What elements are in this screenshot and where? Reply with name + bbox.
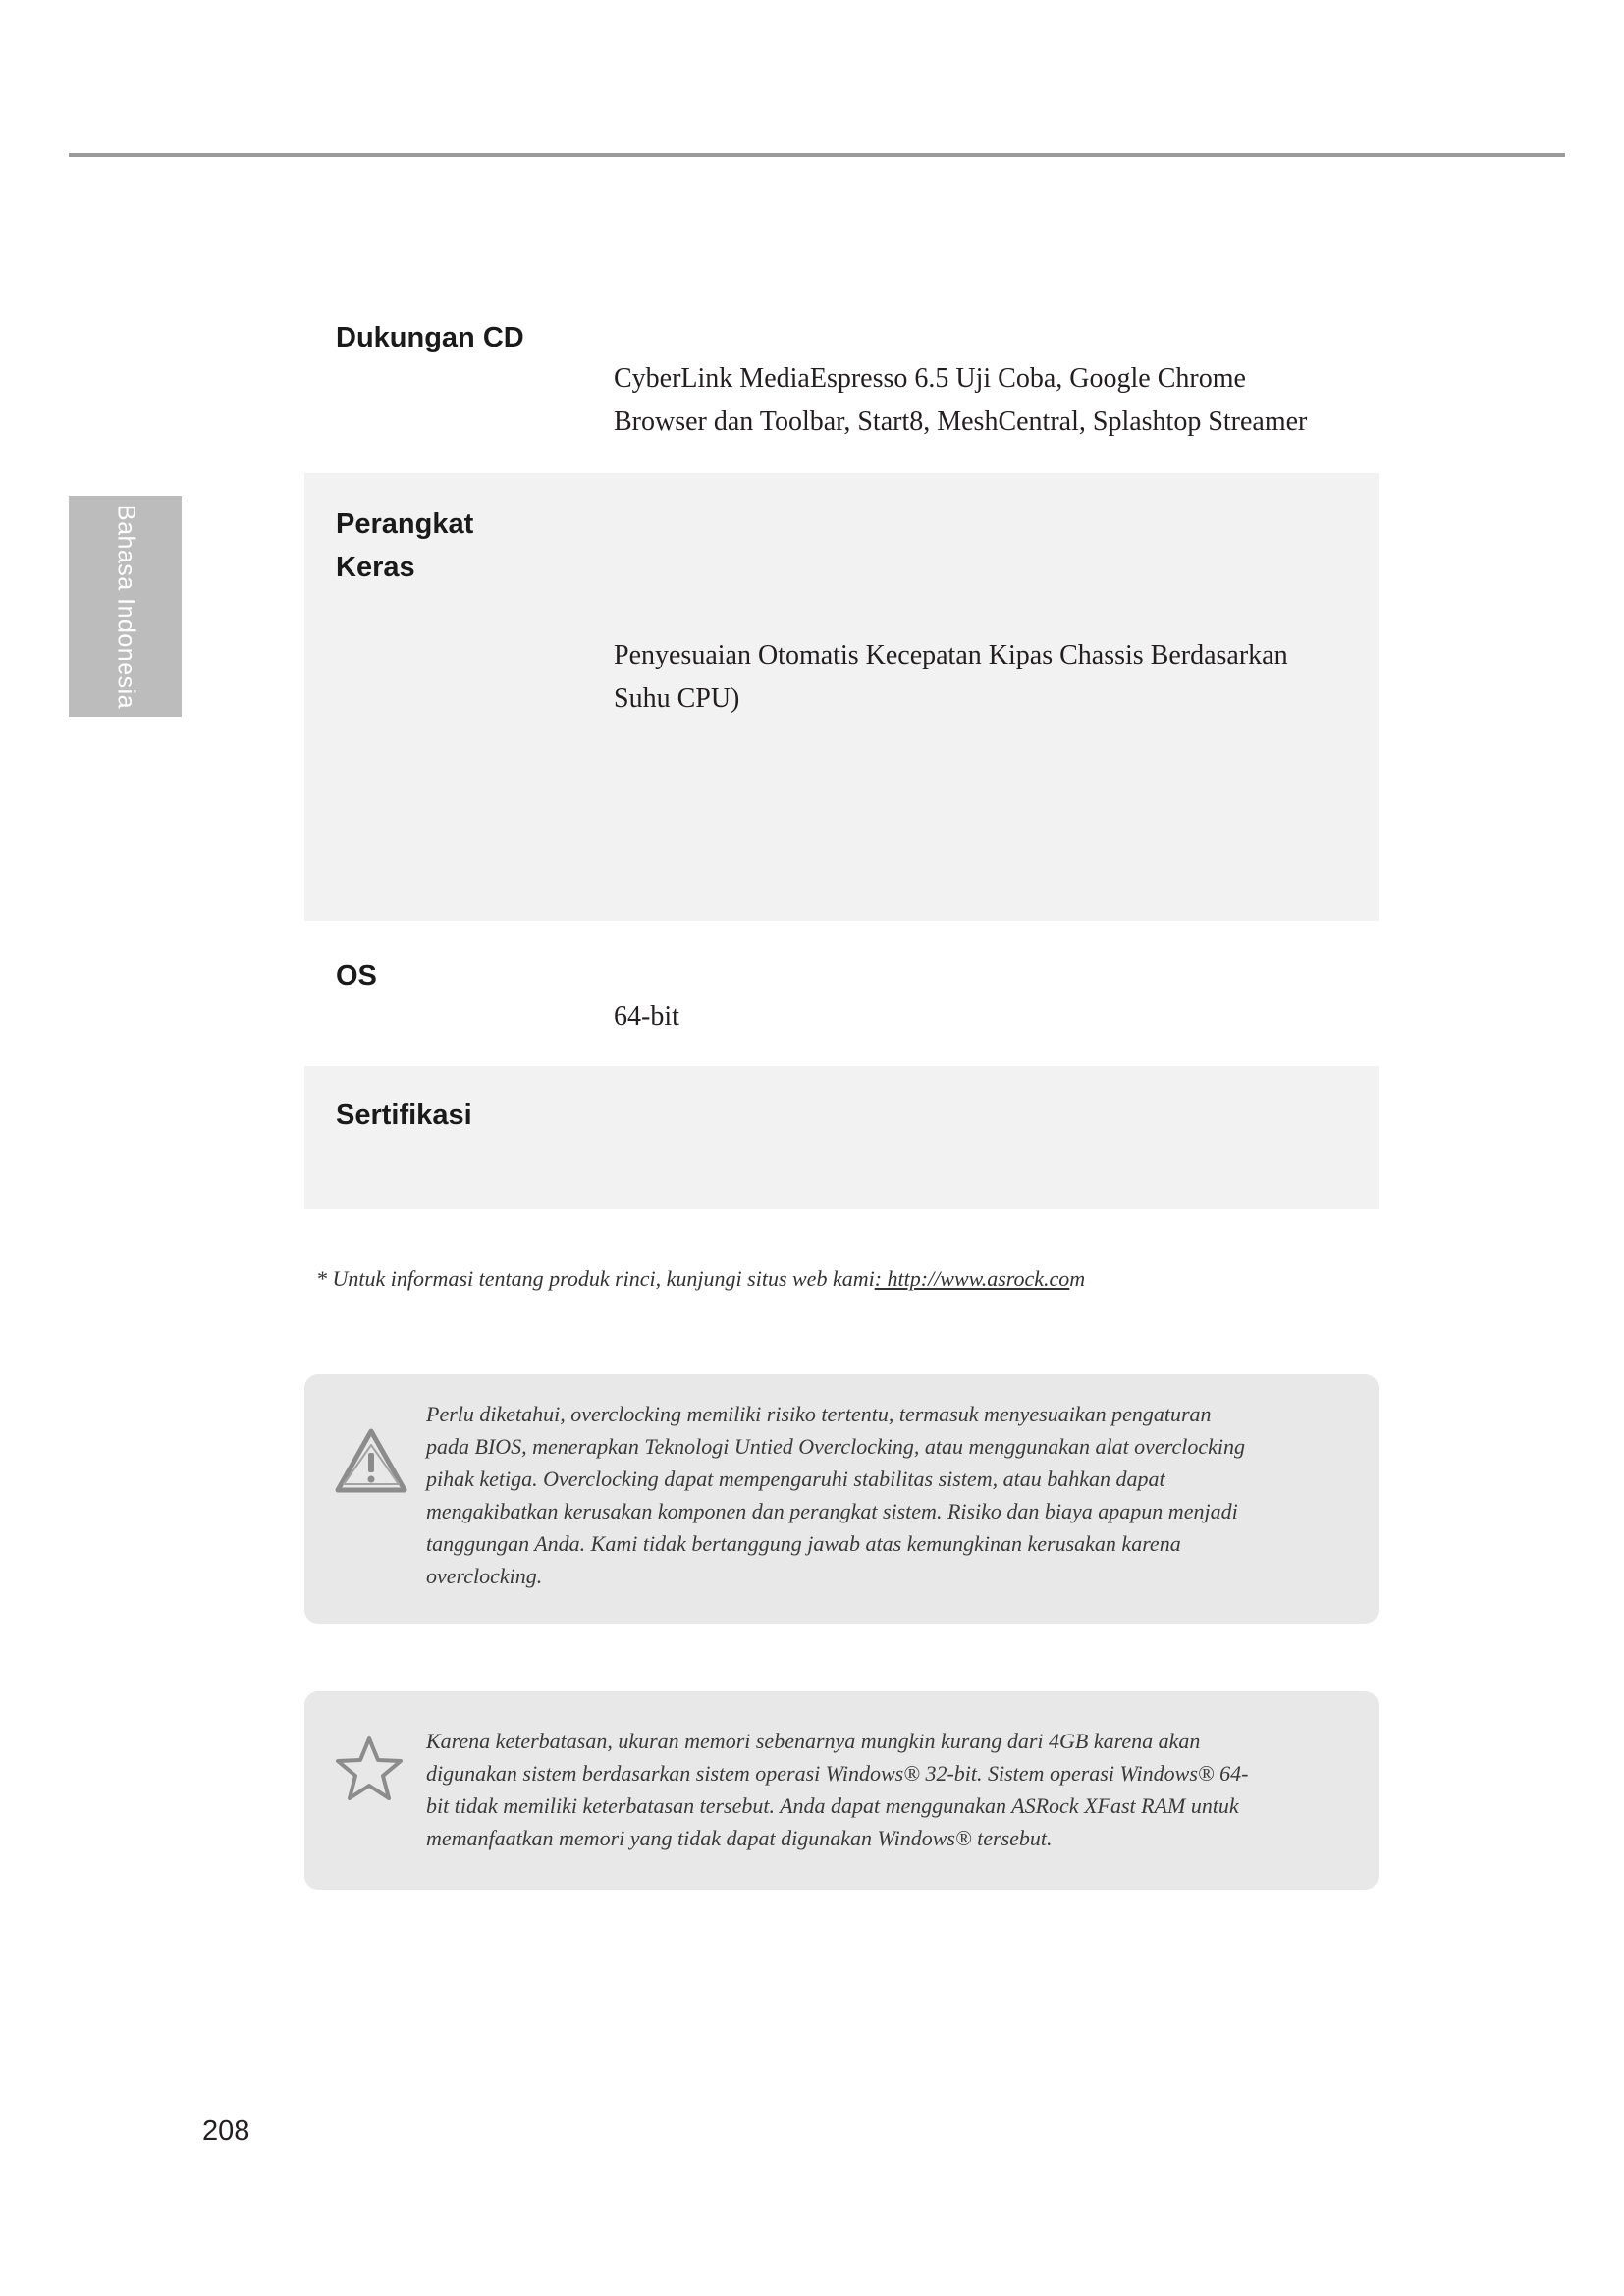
- note-line: pada BIOS, menerapkan Teknologi Untied Overclocking, atau menggunakan alat overclocking: [426, 1434, 1245, 1459]
- spec-label-os: OS: [336, 960, 377, 991]
- spec-value-line: Browser dan Toolbar, Start8, MeshCentral, Splashtop Streamer: [614, 406, 1308, 437]
- spec-label-line: Keras: [336, 552, 415, 583]
- memory-note-box: [304, 1691, 1379, 1890]
- asrock-website-link[interactable]: : http://www.asrock.co: [874, 1266, 1070, 1291]
- note-line: Perlu diketahui, overclocking memiliki risiko tertentu, termasuk menyesuaikan pengaturan: [426, 1402, 1212, 1426]
- spec-value-cd-support: [614, 357, 1360, 444]
- spec-row-certification: [304, 1066, 1379, 1209]
- note-line: overclocking.: [426, 1564, 543, 1588]
- footnote-tail: m: [1069, 1266, 1086, 1291]
- language-side-tab-label: Bahasa Indonesia: [112, 504, 139, 709]
- spec-value-line: Penyesuaian Otomatis Kecepatan Kipas Chassis Berdasarkan: [614, 640, 1288, 670]
- spec-row-hardware: [304, 473, 1379, 921]
- spec-label-cd-support: Dukungan CD: [336, 322, 524, 353]
- memory-note-text: [426, 1725, 1310, 1854]
- spec-value-hardware: [614, 634, 1360, 721]
- spec-label-hardware: [336, 503, 473, 589]
- star-icon: [334, 1735, 405, 1803]
- footnote-text: * Untuk informasi tentang produk rinci, kunjungi situs web kami: [316, 1266, 875, 1291]
- product-info-footnote: [316, 1266, 1085, 1292]
- note-line: bit tidak memiliki keterbatasan tersebut. Anda dapat menggunakan ASRock XFast RAM untuk: [426, 1793, 1239, 1818]
- note-line: digunakan sistem berdasarkan sistem operasi Windows® 32-bit. Sistem operasi Windows® 64-: [426, 1761, 1249, 1786]
- spec-value-os: 64-bit: [614, 1001, 679, 1032]
- spec-label-line: Perangkat: [336, 508, 474, 540]
- overclocking-warning-box: [304, 1374, 1379, 1624]
- spec-row-cd-support: [304, 310, 1379, 467]
- note-line: Karena keterbatasan, ukuran memori sebenarnya mungkin kurang dari 4GB karena akan: [426, 1729, 1201, 1753]
- note-line: pihak ketiga. Overclocking dapat mempengaruhi stabilitas sistem, atau bahkan dapat: [426, 1467, 1165, 1491]
- warning-triangle-icon: [334, 1425, 408, 1496]
- language-side-tab: [69, 496, 182, 717]
- spec-value-line: Suhu CPU): [614, 683, 740, 714]
- note-line: tanggungan Anda. Kami tidak bertanggung jawab atas kemungkinan kerusakan karena: [426, 1531, 1181, 1556]
- spec-label-certification: Sertifikasi: [336, 1099, 472, 1131]
- warning-note-text: [426, 1398, 1310, 1592]
- spec-value-line: CyberLink MediaEspresso 6.5 Uji Coba, Google Chrome: [614, 363, 1246, 394]
- spec-row-os: [304, 927, 1379, 1060]
- note-line: mengakibatkan kerusakan komponen dan perangkat sistem. Risiko dan biaya apapun menjadi: [426, 1499, 1238, 1523]
- page-number: 208: [202, 2115, 250, 2147]
- top-divider: [69, 153, 1565, 157]
- note-line: memanfaatkan memori yang tidak dapat digunakan Windows® tersebut.: [426, 1826, 1053, 1850]
